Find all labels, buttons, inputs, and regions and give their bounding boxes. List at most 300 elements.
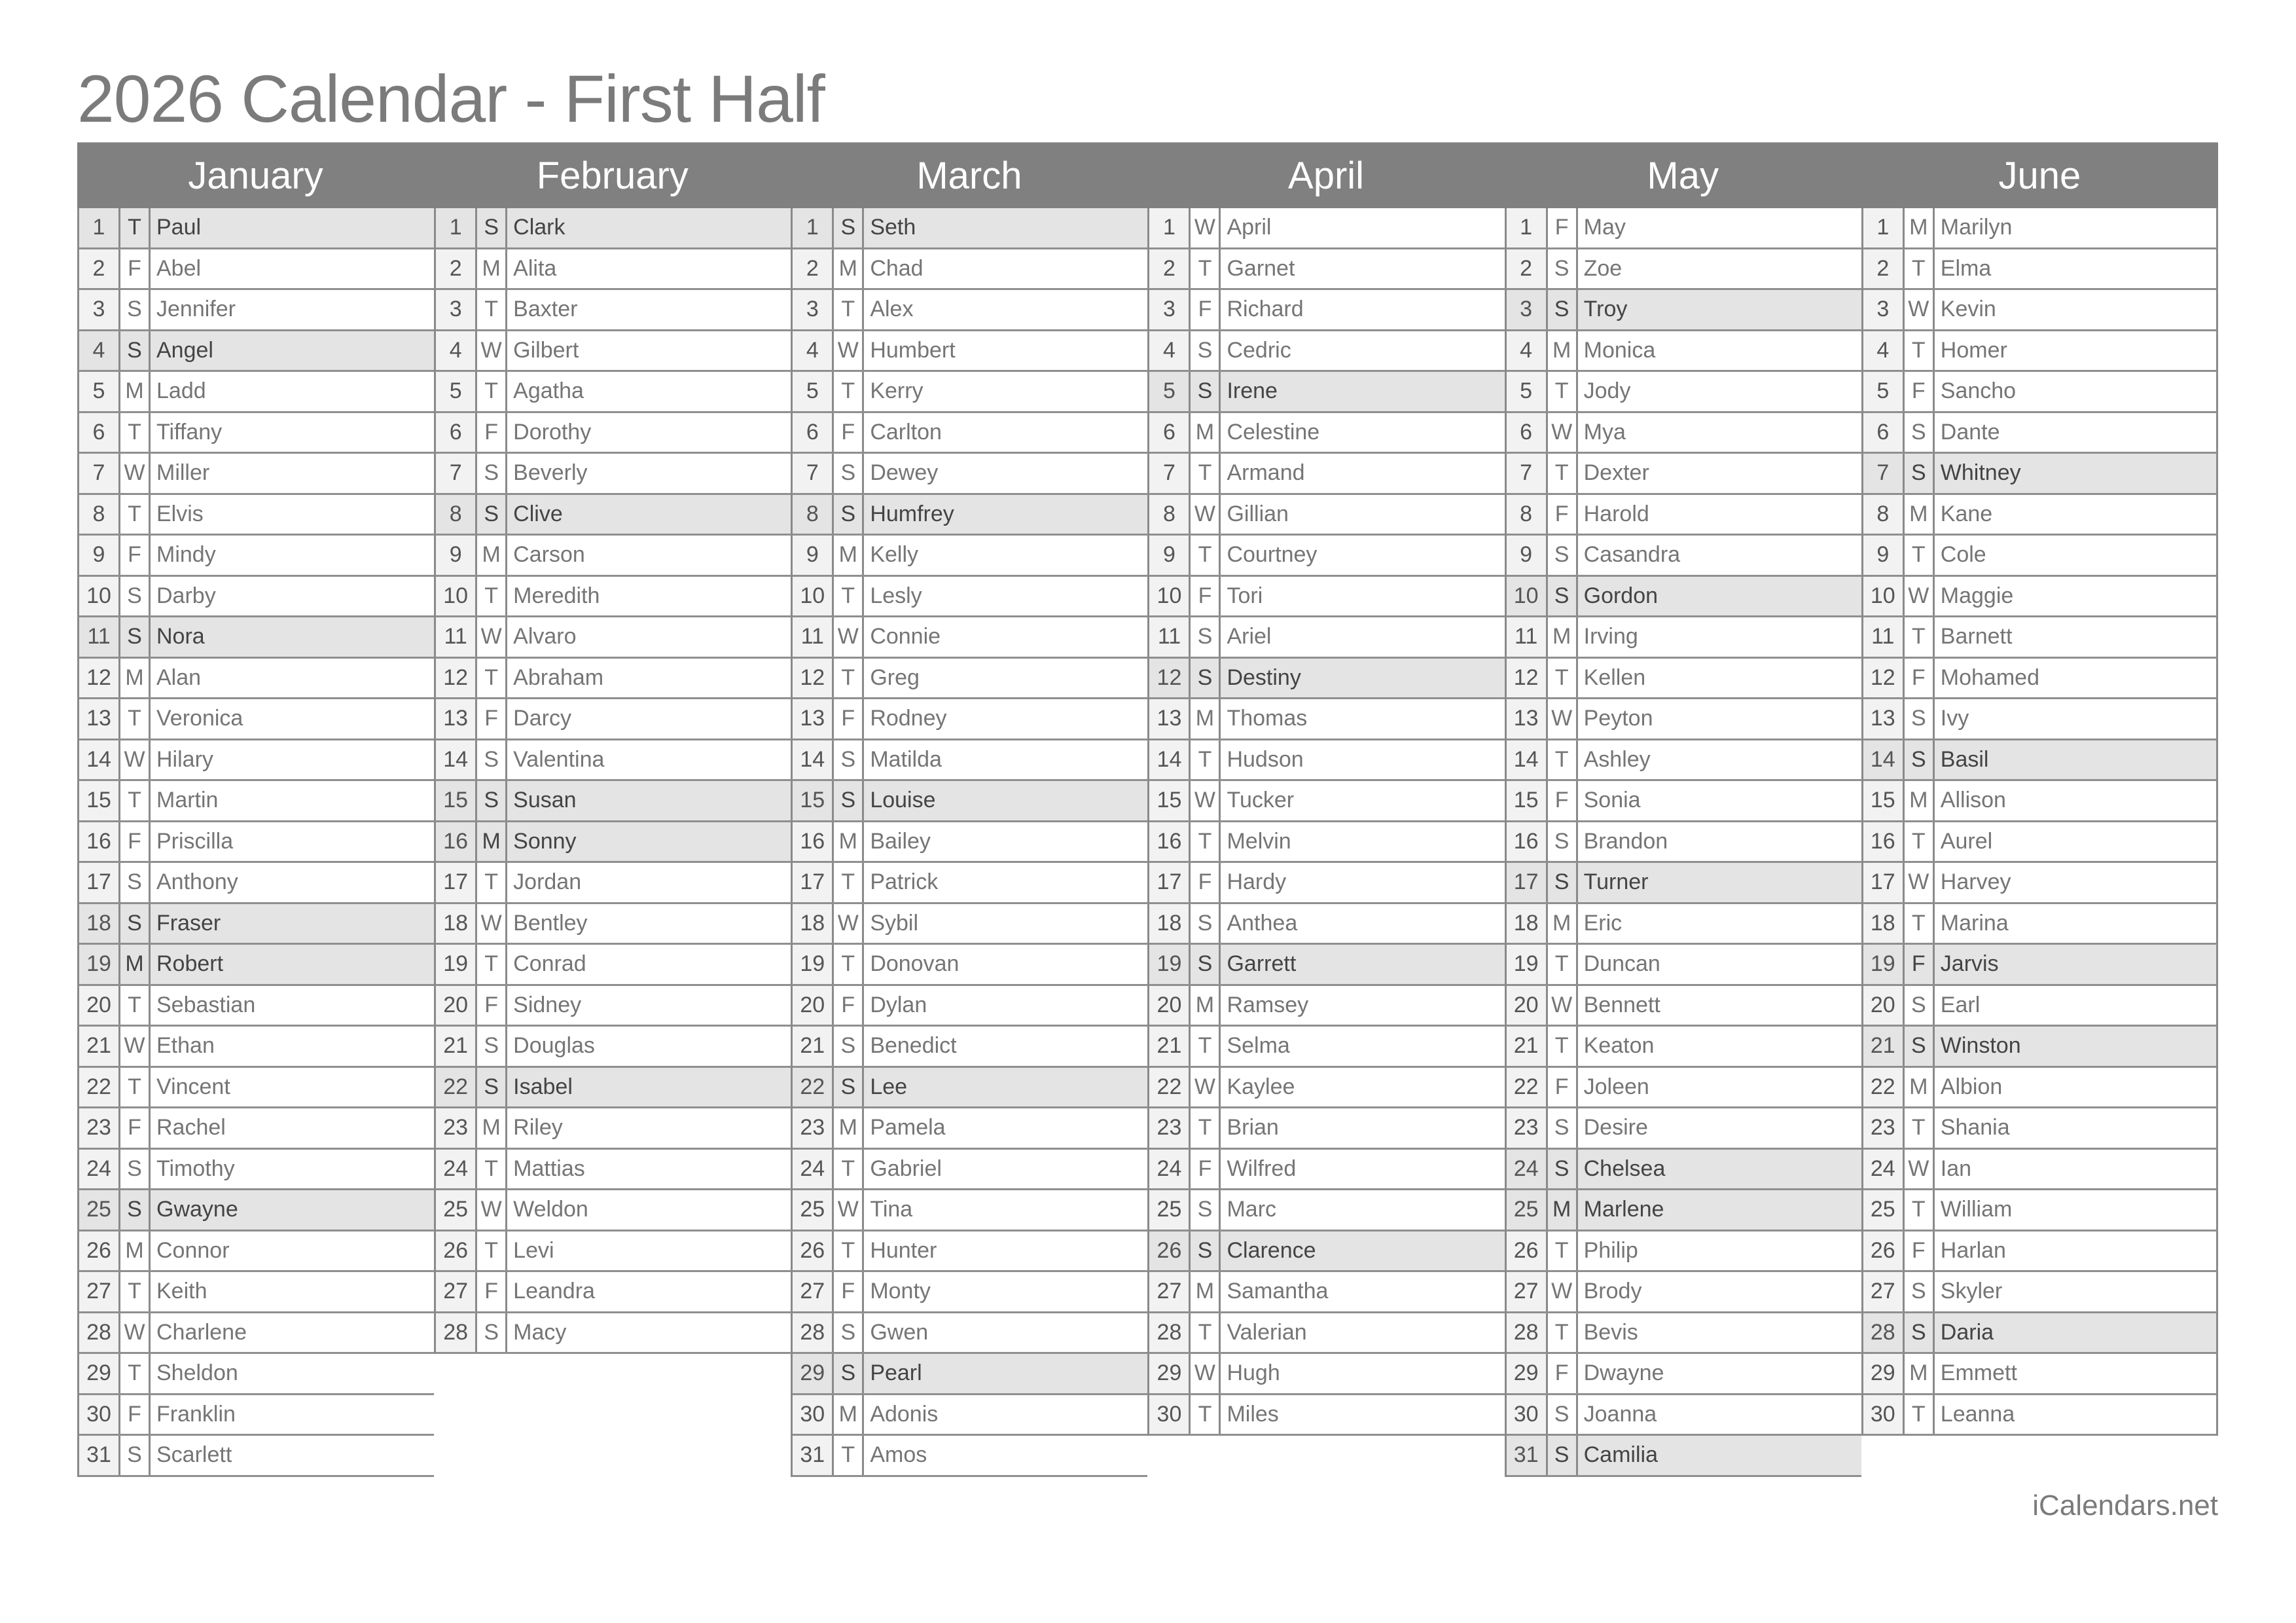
weekday-letter: W xyxy=(1905,290,1935,329)
month-column-january xyxy=(77,142,434,1477)
name-day: Fraser xyxy=(156,910,221,936)
day-number: 30 xyxy=(79,1395,120,1434)
day-number: 20 xyxy=(1149,986,1191,1025)
name-day: Kelly xyxy=(870,542,919,568)
day-row xyxy=(793,659,1147,700)
name-day: Homer xyxy=(1940,337,2007,363)
day-number: 22 xyxy=(436,1068,477,1107)
name-day: Amos xyxy=(870,1442,927,1468)
day-number: 9 xyxy=(79,536,120,575)
day-number: 3 xyxy=(1507,290,1548,329)
day-row xyxy=(1507,781,1861,822)
day-row xyxy=(436,904,791,945)
weekday-letter: T xyxy=(1548,372,1578,411)
name-day: Marina xyxy=(1940,910,2009,936)
weekday-letter: T xyxy=(477,290,507,329)
name-day: Hudson xyxy=(1227,746,1304,772)
day-number: 3 xyxy=(436,290,477,329)
weekday-letter: F xyxy=(477,986,507,1025)
half-year-calendar xyxy=(77,142,2218,1477)
day-number: 18 xyxy=(79,904,120,943)
day-row xyxy=(436,372,791,413)
day-number: 27 xyxy=(436,1272,477,1311)
name-day: Louise xyxy=(870,788,936,813)
day-row-highlighted xyxy=(1863,1313,2216,1355)
day-number: 20 xyxy=(436,986,477,1025)
name-day: Priscilla xyxy=(156,828,234,854)
day-number: 22 xyxy=(1863,1068,1905,1107)
weekday-letter: M xyxy=(1191,1272,1221,1311)
day-number: 21 xyxy=(1507,1027,1548,1066)
weekday-letter: W xyxy=(1548,986,1578,1025)
weekday-letter: S xyxy=(477,454,507,493)
day-row xyxy=(793,290,1147,331)
day-row xyxy=(1863,822,2216,864)
name-day: Bailey xyxy=(870,828,931,854)
day-row xyxy=(793,1436,1147,1477)
name-day: Marc xyxy=(1227,1197,1277,1222)
weekday-letter: F xyxy=(834,413,864,452)
name-day: Irving xyxy=(1583,624,1638,649)
day-row xyxy=(79,1108,434,1150)
day-number: 18 xyxy=(1149,904,1191,943)
name-day: Baxter xyxy=(513,297,578,322)
day-number: 7 xyxy=(1507,454,1548,493)
name-day: Cole xyxy=(1940,542,1986,568)
day-row xyxy=(1863,1354,2216,1395)
month-header: March xyxy=(791,142,1147,208)
day-row xyxy=(793,1150,1147,1191)
name-day: Vincent xyxy=(156,1074,230,1099)
weekday-letter: S xyxy=(1548,536,1578,575)
day-row xyxy=(1863,372,2216,413)
day-number: 27 xyxy=(1863,1272,1905,1311)
day-row xyxy=(436,290,791,331)
day-row xyxy=(1507,822,1861,864)
weekday-letter: T xyxy=(834,372,864,411)
day-row-highlighted xyxy=(1507,863,1861,904)
weekday-letter: M xyxy=(1905,1068,1935,1107)
day-row-highlighted xyxy=(1507,290,1861,331)
day-number: 16 xyxy=(1507,822,1548,862)
day-row xyxy=(1507,1313,1861,1355)
month-column-may xyxy=(1505,142,1861,1477)
day-number: 21 xyxy=(1149,1027,1191,1066)
day-number: 14 xyxy=(436,740,477,780)
day-list xyxy=(434,208,791,1354)
day-row-highlighted xyxy=(1863,945,2216,986)
name-day: Kane xyxy=(1940,501,1993,526)
month-column-june xyxy=(1861,142,2218,1477)
weekday-letter: T xyxy=(1905,1108,1935,1148)
day-number: 12 xyxy=(1507,659,1548,698)
day-row xyxy=(1863,1231,2216,1273)
name-day: Mattias xyxy=(513,1156,585,1181)
day-row xyxy=(79,1027,434,1068)
weekday-letter: S xyxy=(834,1068,864,1107)
weekday-letter: W xyxy=(477,331,507,371)
name-day: Dewey xyxy=(870,460,939,486)
day-row xyxy=(793,822,1147,864)
weekday-letter: T xyxy=(834,1231,864,1271)
day-row xyxy=(793,1231,1147,1273)
day-number: 6 xyxy=(436,413,477,452)
day-number: 18 xyxy=(436,904,477,943)
day-row xyxy=(1149,904,1504,945)
name-day: Timothy xyxy=(156,1156,235,1181)
day-number: 28 xyxy=(1507,1313,1548,1353)
weekday-letter: T xyxy=(1548,945,1578,984)
name-day: Earl xyxy=(1940,992,1981,1017)
day-row xyxy=(793,1272,1147,1313)
day-list xyxy=(791,208,1147,1477)
weekday-letter: S xyxy=(1905,1313,1935,1353)
day-number: 17 xyxy=(1507,863,1548,902)
day-number: 31 xyxy=(793,1436,834,1475)
weekday-letter: S xyxy=(1905,986,1935,1025)
day-row xyxy=(1149,249,1504,291)
day-row xyxy=(79,822,434,864)
name-day: Emmett xyxy=(1940,1360,2017,1386)
day-row-highlighted xyxy=(79,904,434,945)
weekday-letter: T xyxy=(120,986,151,1025)
day-number: 12 xyxy=(1863,659,1905,698)
name-day: Alita xyxy=(513,255,557,281)
day-row xyxy=(1149,577,1504,618)
name-day: Harold xyxy=(1583,501,1649,526)
weekday-letter: S xyxy=(120,331,151,371)
day-row xyxy=(436,617,791,659)
day-number: 21 xyxy=(79,1027,120,1066)
day-row xyxy=(1863,1190,2216,1231)
day-row xyxy=(1507,208,1861,249)
name-day: Eric xyxy=(1583,910,1623,936)
day-row xyxy=(1863,413,2216,454)
name-day: Sonia xyxy=(1583,788,1641,813)
day-row xyxy=(1863,781,2216,822)
weekday-letter: T xyxy=(1191,536,1221,575)
day-row xyxy=(1149,699,1504,740)
name-day: Martin xyxy=(156,788,219,813)
month-header: February xyxy=(434,142,791,208)
day-number: 20 xyxy=(1863,986,1905,1025)
name-day: April xyxy=(1227,215,1272,240)
weekday-letter: M xyxy=(834,1395,864,1434)
name-day: Mya xyxy=(1583,419,1626,445)
day-number: 15 xyxy=(436,781,477,820)
day-row xyxy=(793,577,1147,618)
name-day: Kevin xyxy=(1940,297,1996,322)
day-number: 24 xyxy=(1863,1150,1905,1189)
month-column-april xyxy=(1147,142,1504,1477)
weekday-letter: T xyxy=(477,1231,507,1271)
weekday-letter: S xyxy=(477,740,507,780)
weekday-letter: T xyxy=(1191,740,1221,780)
day-row xyxy=(1149,863,1504,904)
weekday-letter: M xyxy=(477,536,507,575)
day-row-highlighted xyxy=(1507,1436,1861,1477)
weekday-letter: S xyxy=(1191,1231,1221,1271)
day-number: 22 xyxy=(79,1068,120,1107)
day-row xyxy=(1863,1068,2216,1109)
day-list xyxy=(1147,208,1504,1436)
day-row xyxy=(79,413,434,454)
name-day: Lesly xyxy=(870,583,922,608)
weekday-letter: W xyxy=(477,904,507,943)
day-row xyxy=(793,249,1147,291)
weekday-letter: S xyxy=(1905,740,1935,780)
weekday-letter: S xyxy=(1548,822,1578,862)
name-day: Sybil xyxy=(870,910,919,936)
day-number: 2 xyxy=(1863,249,1905,289)
day-row xyxy=(793,863,1147,904)
day-number: 4 xyxy=(793,331,834,371)
name-day: Carson xyxy=(513,542,585,568)
day-number: 14 xyxy=(1149,740,1191,780)
weekday-letter: T xyxy=(120,208,151,247)
day-row xyxy=(793,904,1147,945)
day-number: 11 xyxy=(436,617,477,657)
weekday-letter: S xyxy=(477,495,507,534)
weekday-letter: F xyxy=(1905,1231,1935,1271)
day-number: 28 xyxy=(79,1313,120,1353)
day-number: 5 xyxy=(436,372,477,411)
name-day: Bentley xyxy=(513,910,588,936)
weekday-letter: T xyxy=(1548,740,1578,780)
weekday-letter: T xyxy=(834,1436,864,1475)
day-row xyxy=(1863,208,2216,249)
weekday-letter: F xyxy=(477,699,507,739)
weekday-letter: M xyxy=(1548,617,1578,657)
day-row-highlighted xyxy=(793,495,1147,536)
name-day: May xyxy=(1583,215,1626,240)
day-row xyxy=(793,1190,1147,1231)
name-day: Monica xyxy=(1583,337,1656,363)
weekday-letter: S xyxy=(834,495,864,534)
name-day: Celestine xyxy=(1227,419,1320,445)
weekday-letter: F xyxy=(1548,781,1578,820)
name-day: Connor xyxy=(156,1237,230,1263)
day-row xyxy=(436,986,791,1027)
weekday-letter: S xyxy=(1905,1272,1935,1311)
name-day: Dorothy xyxy=(513,419,592,445)
weekday-letter: S xyxy=(477,1027,507,1066)
day-number: 8 xyxy=(1507,495,1548,534)
weekday-letter: S xyxy=(120,904,151,943)
day-row xyxy=(79,986,434,1027)
day-number: 19 xyxy=(436,945,477,984)
weekday-letter: S xyxy=(834,740,864,780)
name-day: Alan xyxy=(156,665,202,690)
day-number: 18 xyxy=(793,904,834,943)
weekday-letter: W xyxy=(1191,495,1221,534)
day-row-highlighted xyxy=(1863,454,2216,495)
name-day: Garnet xyxy=(1227,255,1295,281)
weekday-letter: W xyxy=(1191,1354,1221,1393)
day-number: 29 xyxy=(79,1354,120,1393)
day-row xyxy=(1507,617,1861,659)
day-row xyxy=(1149,536,1504,577)
day-row xyxy=(1863,986,2216,1027)
name-day: Brody xyxy=(1583,1279,1642,1304)
weekday-letter: M xyxy=(120,372,151,411)
name-day: Basil xyxy=(1940,746,1989,772)
day-number: 16 xyxy=(436,822,477,862)
day-number: 12 xyxy=(793,659,834,698)
weekday-letter: W xyxy=(1548,699,1578,739)
day-row xyxy=(1863,617,2216,659)
weekday-letter: W xyxy=(1191,1068,1221,1107)
weekday-letter: M xyxy=(477,249,507,289)
name-day: Bevis xyxy=(1583,1319,1638,1345)
day-number: 23 xyxy=(793,1108,834,1148)
name-day: Skyler xyxy=(1940,1279,2003,1304)
weekday-letter: F xyxy=(1191,290,1221,329)
day-row xyxy=(436,536,791,577)
name-day: Agatha xyxy=(513,378,584,404)
name-day: Casandra xyxy=(1583,542,1681,568)
day-number: 3 xyxy=(793,290,834,329)
weekday-letter: T xyxy=(120,1272,151,1311)
name-day: Kaylee xyxy=(1227,1074,1295,1099)
name-day: Gwayne xyxy=(156,1197,238,1222)
weekday-letter: S xyxy=(120,617,151,657)
day-number: 11 xyxy=(793,617,834,657)
weekday-letter: W xyxy=(834,904,864,943)
day-number: 15 xyxy=(1507,781,1548,820)
day-row xyxy=(1863,331,2216,373)
name-day: Alex xyxy=(870,297,914,322)
weekday-letter: M xyxy=(120,945,151,984)
day-number: 23 xyxy=(1507,1108,1548,1148)
day-row-highlighted xyxy=(793,208,1147,249)
day-number: 13 xyxy=(1149,699,1191,739)
name-day: Zoe xyxy=(1583,255,1623,281)
day-number: 11 xyxy=(1507,617,1548,657)
day-number: 17 xyxy=(79,863,120,902)
name-day: Marilyn xyxy=(1940,215,2013,240)
day-number: 31 xyxy=(1507,1436,1548,1475)
day-number: 30 xyxy=(1507,1395,1548,1434)
day-row-highlighted xyxy=(1149,945,1504,986)
weekday-letter: F xyxy=(1905,372,1935,411)
day-row xyxy=(1863,1395,2216,1436)
name-day: Riley xyxy=(513,1115,563,1140)
name-day: Tucker xyxy=(1227,788,1295,813)
weekday-letter: F xyxy=(120,1108,151,1148)
day-number: 21 xyxy=(1863,1027,1905,1066)
weekday-letter: T xyxy=(1191,454,1221,493)
day-number: 18 xyxy=(1863,904,1905,943)
day-number: 30 xyxy=(1149,1395,1191,1434)
weekday-letter: F xyxy=(834,1272,864,1311)
weekday-letter: S xyxy=(1905,413,1935,452)
name-day: Ethan xyxy=(156,1033,215,1059)
day-row xyxy=(1507,1231,1861,1273)
day-row-highlighted xyxy=(436,495,791,536)
day-number: 5 xyxy=(793,372,834,411)
name-day: Sonny xyxy=(513,828,577,854)
day-number: 30 xyxy=(793,1395,834,1434)
weekday-letter: S xyxy=(477,1068,507,1107)
day-number: 15 xyxy=(793,781,834,820)
day-number: 26 xyxy=(793,1231,834,1271)
day-row xyxy=(1863,495,2216,536)
day-row xyxy=(1149,454,1504,495)
day-number: 28 xyxy=(793,1313,834,1353)
name-day: Aurel xyxy=(1940,828,1993,854)
day-row xyxy=(1149,331,1504,373)
name-day: Allison xyxy=(1940,788,2006,813)
name-day: Scarlett xyxy=(156,1442,232,1468)
day-number: 8 xyxy=(793,495,834,534)
name-day: Daria xyxy=(1940,1319,1994,1345)
weekday-letter: T xyxy=(1548,1231,1578,1271)
name-day: Sebastian xyxy=(156,992,256,1017)
weekday-letter: F xyxy=(1191,863,1221,902)
name-day: Thomas xyxy=(1227,706,1308,731)
day-number: 1 xyxy=(1507,208,1548,247)
day-number: 26 xyxy=(1863,1231,1905,1271)
weekday-letter: M xyxy=(1548,1190,1578,1230)
name-day: Douglas xyxy=(513,1033,595,1059)
name-day: Duncan xyxy=(1583,951,1660,977)
day-number: 21 xyxy=(793,1027,834,1066)
day-row xyxy=(436,1150,791,1191)
day-row xyxy=(436,454,791,495)
day-number: 24 xyxy=(793,1150,834,1189)
weekday-letter: M xyxy=(1905,495,1935,534)
name-day: Levi xyxy=(513,1237,554,1263)
name-day: Robert xyxy=(156,951,224,977)
weekday-letter: T xyxy=(1191,1313,1221,1353)
day-number: 26 xyxy=(1507,1231,1548,1271)
weekday-letter: S xyxy=(834,454,864,493)
day-row xyxy=(793,331,1147,373)
day-number: 22 xyxy=(1507,1068,1548,1107)
day-number: 24 xyxy=(79,1150,120,1189)
name-day: Darcy xyxy=(513,706,571,731)
day-number: 29 xyxy=(793,1354,834,1393)
day-number: 28 xyxy=(1863,1313,1905,1353)
weekday-letter: T xyxy=(834,863,864,902)
name-day: Mindy xyxy=(156,542,216,568)
weekday-letter: S xyxy=(1191,372,1221,411)
weekday-letter: T xyxy=(1905,904,1935,943)
name-day: Matilda xyxy=(870,746,942,772)
day-row-highlighted xyxy=(1507,1150,1861,1191)
name-day: Isabel xyxy=(513,1074,573,1099)
name-day: Ian xyxy=(1940,1156,1972,1181)
weekday-letter: S xyxy=(1548,1395,1578,1434)
name-day: Valerian xyxy=(1227,1319,1307,1345)
day-number: 29 xyxy=(1149,1354,1191,1393)
name-day: Chelsea xyxy=(1583,1156,1666,1181)
weekday-letter: M xyxy=(477,1108,507,1148)
name-day: Albion xyxy=(1940,1074,2003,1099)
day-row-highlighted xyxy=(1149,372,1504,413)
day-row xyxy=(1149,1068,1504,1109)
weekday-letter: W xyxy=(120,1027,151,1066)
day-row xyxy=(793,1313,1147,1355)
day-number: 9 xyxy=(793,536,834,575)
name-day: Susan xyxy=(513,788,577,813)
day-row-highlighted xyxy=(436,208,791,249)
name-day: Elma xyxy=(1940,255,1992,281)
name-day: Gordon xyxy=(1583,583,1659,608)
day-row-highlighted xyxy=(793,781,1147,822)
day-number: 20 xyxy=(1507,986,1548,1025)
